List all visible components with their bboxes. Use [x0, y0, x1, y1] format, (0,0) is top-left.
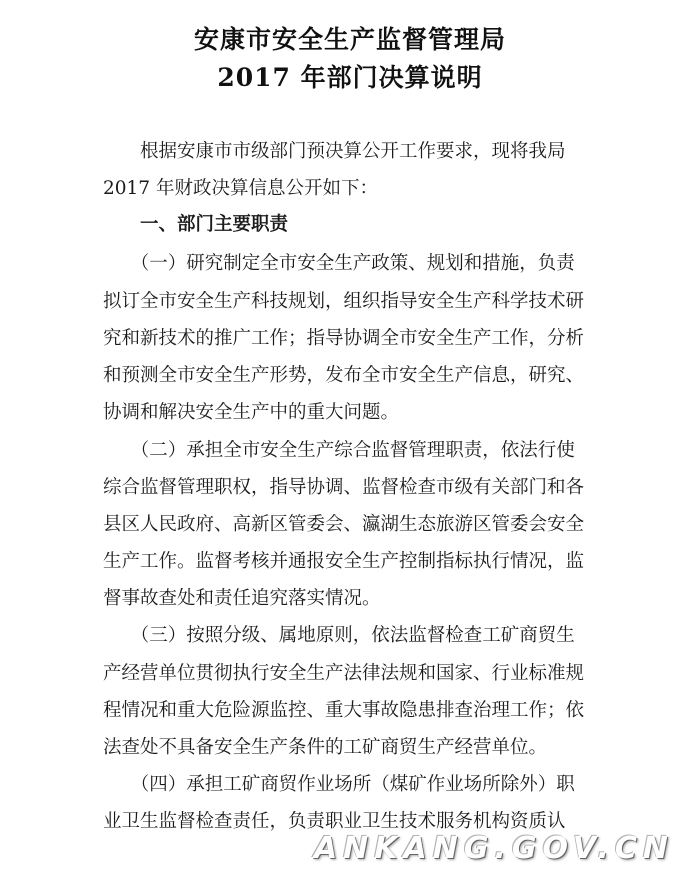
- page-subtitle: 2017 年部门决算说明: [217, 63, 483, 92]
- body-line: 程情况和重大危险源监控、重大事故隐患排查治理工作；依: [103, 700, 585, 721]
- body-line: （二）承担全市安全生产综合监督管理职责，依法行使: [103, 440, 575, 461]
- body-line: 县区人民政府、高新区管委会、瀛湖生态旅游区管委会安全: [103, 514, 585, 535]
- section-heading: 一、部门主要职责: [103, 214, 289, 235]
- body-line: 生产工作。监督考核并通报安全生产控制指标执行情况，监: [103, 551, 585, 572]
- body-line: 督事故查处和责任追究落实情况。: [103, 588, 381, 609]
- body-line: （三）按照分级、属地原则，依法监督检查工矿商贸生: [103, 625, 575, 646]
- body-line: 业卫生监督检查责任，负责职业卫生技术服务机构资质认: [103, 811, 566, 832]
- body-line: （四）承担工矿商贸作业场所（煤矿作业场所除外）职: [103, 774, 575, 795]
- body-line: 根据安康市市级部门预决算公开工作要求，现将我局: [103, 141, 566, 162]
- body-line: （一）研究制定全市安全生产政策、规划和措施，负责: [103, 253, 575, 274]
- body-line: 协调和解决安全生产中的重大问题。: [103, 402, 400, 423]
- site-watermark: ANKANG.GOV.CN: [313, 831, 674, 866]
- body-line: 拟订全市安全生产科技规划，组织指导安全生产科学技术研: [103, 291, 585, 312]
- body-line: 2017 年财政决算信息公开如下：: [103, 178, 378, 199]
- body-line: 和预测全市安全生产形势，发布全市安全生产信息，研究、: [103, 365, 585, 386]
- body-line: 产经营单位贯彻执行安全生产法律法规和国家、行业标准规: [103, 663, 585, 684]
- page-title: 安康市安全生产监督管理局: [193, 25, 506, 54]
- body-line: 法查处不具备安全生产条件的工矿商贸生产经营单位。: [103, 737, 548, 758]
- body-line: 综合监督管理职权，指导协调、监督检查市级有关部门和各: [103, 477, 585, 498]
- body-line: 究和新技术的推广工作；指导协调全市安全生产工作，分析: [103, 328, 585, 349]
